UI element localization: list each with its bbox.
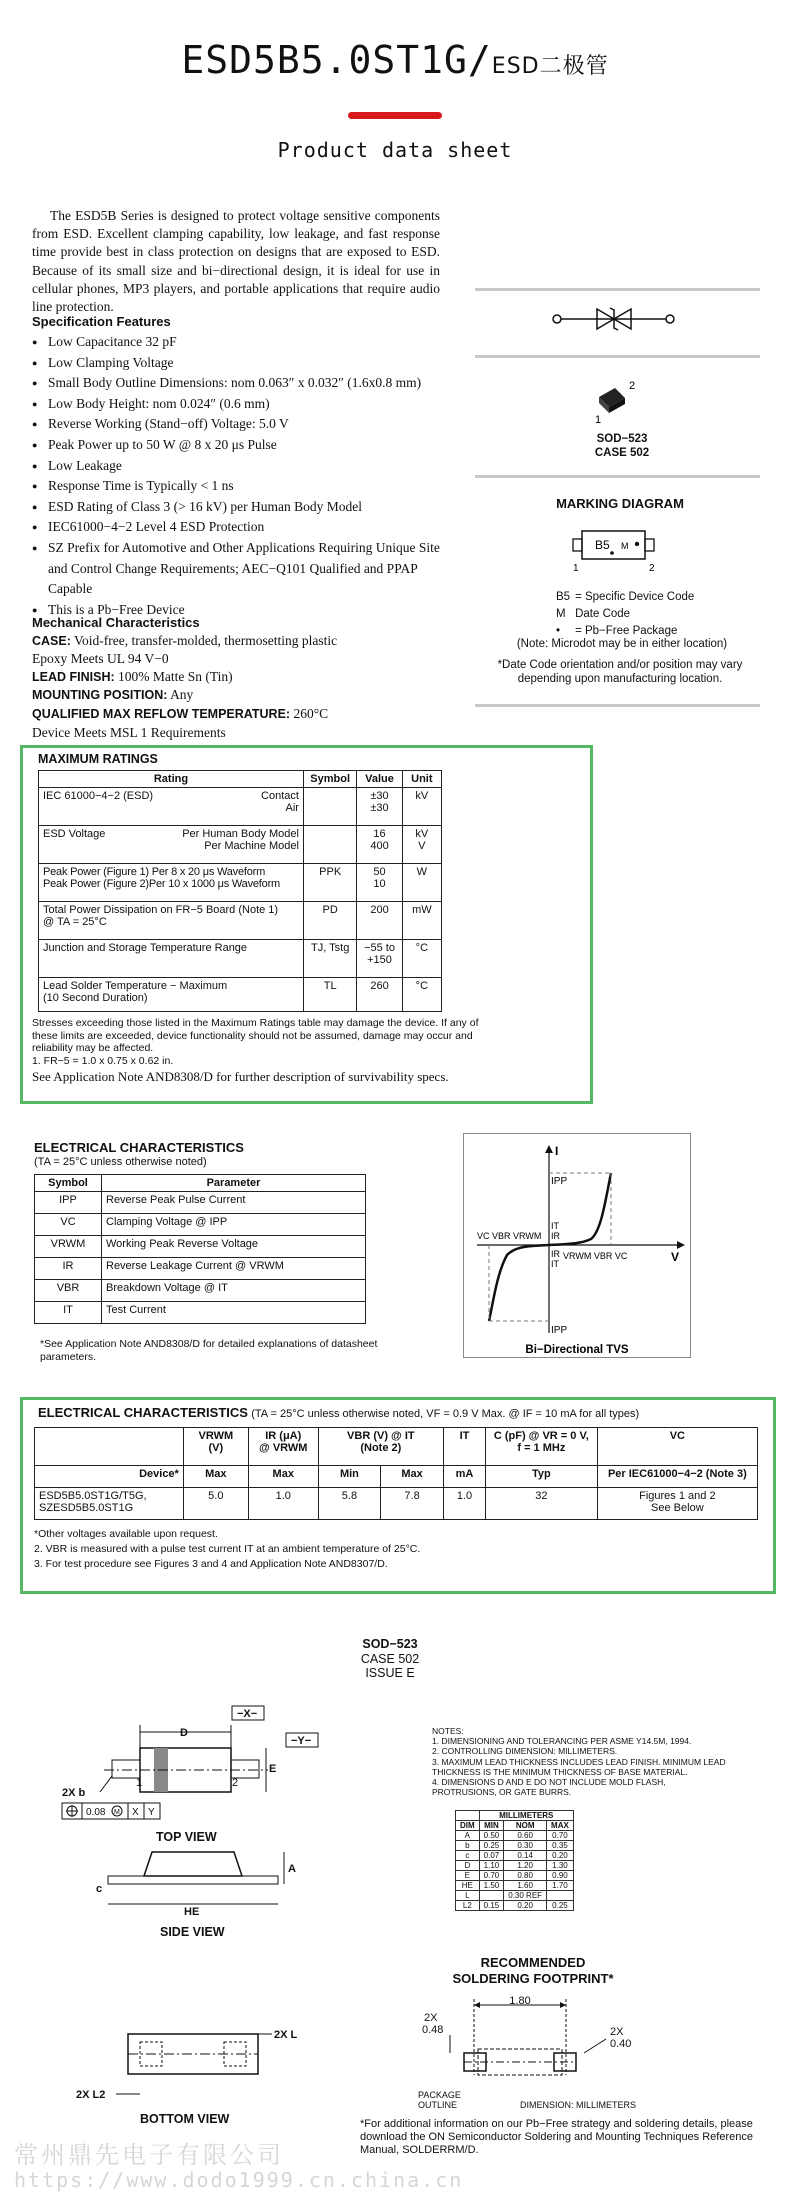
recommended-footprint-heading: RECOMMENDED SOLDERING FOOTPRINT*: [452, 1955, 614, 1986]
pin1-label: 1: [595, 414, 602, 426]
table-row: VC Clamping Voltage @ IPP: [35, 1214, 366, 1236]
max-ratings-heading: MAXIMUM RATINGS: [38, 752, 158, 766]
tol-y: Y: [148, 1807, 155, 1818]
page-subtitle: Product data sheet: [277, 138, 513, 162]
dim-e: E: [269, 1763, 277, 1775]
fp-height: 0.48: [422, 2024, 444, 2036]
fp-outline-label: PACKAGE OUTLINE: [418, 2090, 461, 2110]
mech-heading: Mechanical Characteristics: [32, 615, 200, 630]
feature-item: ● ESD Rating of Class 3 (> 16 kV) per Human Body Model: [32, 497, 452, 518]
dim-d: D: [180, 1727, 188, 1739]
max-ratings-table: Rating Symbol Value Unit IEC 61000−4−2 (ESD) Contact Air ±30 ±30 kV ESD Voltage Per Human Body Model Per Machine Model 16 400 kV V Peak Power (Figure 1) Per 8 x 20 μs Waveform Peak Power (Figure 2)Per 10 x 1000 μs Waveform PPK 50 10 W Total Power Dissipation on FR−5 Board (Note 1) @ TA = 25°C PD 200 mW Junction and Storage Temperature Range TJ, Tstg −55 to +150 °C Lead Solder Temperature − Maximum (10 Second Duration) TL 260 °C: [38, 770, 442, 1012]
elec-char-note: *See Application Note AND8308/D for detailed explanations of datasheet parameters.: [40, 1338, 378, 1363]
pb-free-footnote: *For additional information on our Pb−Free strategy and soldering details, please download the ON Semiconductor Soldering and Mounting Techniques Reference Manual, SOLDERRM/D.: [360, 2118, 753, 2156]
package-drawings: [56, 1700, 326, 2130]
spec-heading: Specification Features: [32, 314, 171, 329]
tvs-iv-curve: [463, 1133, 691, 1358]
fp-h-prefix: 2X: [424, 2012, 438, 2024]
table-row: L2 0.15 0.20 0.25: [456, 1901, 574, 1911]
divider: [475, 704, 760, 707]
feature-item: ● Response Time is Typically < 1 ns: [32, 476, 452, 497]
ipp-bottom-label: IPP: [551, 1325, 568, 1336]
feature-item: ● Low Leakage: [32, 456, 452, 477]
table-row: E 0.70 0.80 0.90: [456, 1871, 574, 1881]
divider: [475, 355, 760, 358]
max-ratings-app-note: See Application Note AND8308/D for further description of survivability specs.: [32, 1069, 449, 1084]
table-row: L 0.30 REF: [456, 1891, 574, 1901]
elec-char-2-heading: ELECTRICAL CHARACTERISTICS (TA = 25°C unless otherwise noted, VF = 0.9 V Max. @ IF = 10 mA for all types): [38, 1405, 640, 1420]
feature-item: ● Low Capacitance 32 pF: [32, 332, 452, 353]
fp-width: 1.80: [509, 1995, 531, 2007]
mechanical-section: [32, 614, 462, 741]
table-row: Total Power Dissipation on FR−5 Board (Note 1) @ TA = 25°C PD 200 mW: [39, 902, 442, 940]
table-row: A 0.50 0.60 0.70: [456, 1831, 574, 1841]
tvs-caption: Bi−Directional TVS: [525, 1344, 629, 1356]
intro-paragraph: The ESD5B Series is designed to protect voltage sensitive components from ESD. Excellent clamping capability, low leakage, and fast response time provide best in class protection on designs that are exposed to ESD. Because of its small size and bi−directional design, it is ideal for use in cellular phones, MP3 players, and portable applications that require audio line protection.: [32, 208, 440, 315]
table-row: VRWM Working Peak Reverse Voltage: [35, 1236, 366, 1258]
elec-char-heading: ELECTRICAL CHARACTERISTICS: [34, 1140, 244, 1155]
dim-b: 2X b: [62, 1787, 86, 1799]
left-voltage-labels: VC VBR VRWM: [477, 1231, 542, 1241]
part-suffix: ESD二极管: [491, 54, 609, 79]
pin2-label: 2: [649, 563, 655, 574]
table-row: IPP Reverse Peak Pulse Current: [35, 1192, 366, 1214]
dim-l2: 2X L2: [76, 2089, 106, 2101]
feature-item: ● SZ Prefix for Automotive and Other Applications Requiring Unique Site and Control Change Requirements; AEC−Q101 Qualified and PPAP Capable: [32, 538, 452, 600]
feature-item: ● Peak Power up to 50 W @ 8 x 20 μs Pulse: [32, 435, 452, 456]
pin2: 2: [232, 1777, 239, 1789]
marking-legend: B5 = Specific Device Code M Date Code • = Pb−Free Package: [556, 591, 695, 637]
datum-y: −Y−: [291, 1735, 312, 1747]
divider: [475, 475, 760, 478]
bottom-view-label: BOTTOM VIEW: [140, 2112, 230, 2126]
fp-pad: 0.40: [610, 2038, 632, 2050]
dim-c: c: [96, 1883, 103, 1895]
it-bottom-label: IT: [551, 1259, 559, 1269]
table-row: Peak Power (Figure 1) Per 8 x 20 μs Waveform Peak Power (Figure 2)Per 10 x 1000 μs Waveform PPK 50 10 W: [39, 864, 442, 902]
table-row: IT Test Current: [35, 1302, 366, 1324]
table-row: b 0.25 0.30 0.35: [456, 1841, 574, 1851]
feature-item: ● This is a Pb−Free Device: [32, 600, 452, 621]
marking-diagram: [565, 525, 675, 575]
watermark-url: https://www.dodo1999.cn.china.cn: [14, 2168, 464, 2192]
tol-x: X: [132, 1807, 139, 1818]
watermark-company: 常州鼎先电子有限公司: [14, 2141, 284, 2169]
table-row: IEC 61000−4−2 (ESD) Contact Air ±30 ±30 kV: [39, 788, 442, 826]
mech-case: CASE: Void-free, transfer-molded, thermosetting plastic: [32, 632, 338, 648]
table-row: HE 1.50 1.60 1.70: [456, 1881, 574, 1891]
tol-m: M: [114, 1809, 120, 1816]
divider: [475, 288, 760, 291]
pin2-label: 2: [629, 380, 636, 392]
dim-a: A: [288, 1863, 296, 1875]
pin1-label: 1: [573, 563, 579, 574]
mech-lead: LEAD FINISH: 100% Matte Sn (Tin): [32, 668, 233, 684]
table-row: Lead Solder Temperature − Maximum (10 Second Duration) TL 260 °C: [39, 978, 442, 1012]
v-axis-label: V: [671, 1250, 680, 1264]
date-code-note: *Date Code orientation and/or position may vary depending upon manufacturing location.: [497, 659, 743, 685]
tol-value: 0.08: [86, 1807, 106, 1818]
ipp-top-label: IPP: [551, 1176, 568, 1187]
title-accent-bar: [348, 112, 442, 119]
elec-char-2-table: VRWM (V) IR (μA) @ VRWM VBR (V) @ IT (Note 2) IT C (pF) @ VR = 0 V, f = 1 MHz VC Device* Max Max Min Max mA Typ Per IEC61000−4−2 (Note 3) ESD5B5.0ST1G/T5G, SZESD5B5.0ST1G 5.0 1.0 5.8 7.8 1.0 32 Figures 1 and 2 See Below: [34, 1427, 758, 1520]
dimension-table: MILLIMETERS DIM MIN NOM MAX A 0.50 0.60 0.70 b 0.25 0.30 0.35 c 0.07 0.14 0.20 D 1.10 1.20 1.30 E 0.70 0.80 0.90 HE 1.50 1.60 1.70 L 0.30 REF L2 0.15 0.20 0.25: [455, 1810, 574, 1911]
it-top-label: IT: [551, 1221, 559, 1231]
mark-m: M: [621, 541, 629, 551]
datum-x: −X−: [237, 1708, 258, 1720]
right-voltage-labels: VRWM VBR VC: [563, 1251, 628, 1261]
package-label: SOD−523 CASE 502: [594, 433, 650, 459]
mech-mount: MOUNTING POSITION: Any: [32, 687, 194, 703]
max-ratings-notes: Stresses exceeding those listed in the Maximum Ratings table may damage the device. If any of these limits are exceeded, device functionality should not be assumed, damage may occur and reliability may be affected. 1. FR−5 = 1.0 x 0.75 x 0.62 in.: [32, 1017, 479, 1067]
table-row: Junction and Storage Temperature Range TJ, Tstg −55 to +150 °C: [39, 940, 442, 978]
sod523-package-icon: [585, 375, 645, 430]
elec-char-2-notes: *Other voltages available upon request. 2. VBR is measured with a pulse test current IT at an ambient temperature of 25°C. 3. For test procedure see Figures 3 and 4 and Application Note AND8307/D.: [34, 1528, 421, 1570]
microdot-note: (Note: Microdot may be in either location): [516, 638, 728, 650]
marking-heading: MARKING DIAGRAM: [556, 496, 684, 511]
mark-code: B5: [595, 538, 610, 552]
dim-he: HE: [184, 1906, 200, 1918]
mech-msl: Device Meets MSL 1 Requirements: [32, 724, 226, 740]
feature-item: ● Low Body Height: nom 0.024″ (0.6 mm): [32, 394, 452, 415]
table-row: VBR Breakdown Voltage @ IT: [35, 1280, 366, 1302]
top-view-label: TOP VIEW: [156, 1830, 217, 1844]
feature-item: ● IEC61000−4−2 Level 4 ESD Protection: [32, 517, 452, 538]
pin1: 1: [136, 1777, 143, 1789]
diode-symbol-icon: [535, 302, 705, 336]
page-title: [0, 38, 790, 82]
feature-item: ● Small Body Outline Dimensions: nom 0.063″ x 0.032″ (1.6x0.8 mm): [32, 373, 452, 394]
feature-item: ● Low Clamping Voltage: [32, 353, 452, 374]
package-notes: NOTES: 1. DIMENSIONING AND TOLERANCING PER ASME Y14.5M, 1994. 2. CONTROLLING DIMENSION: MILLIMETERS. 3. MAXIMUM LEAD THICKNESS INCLUDES LEAD FINISH. MINIMUM LEAD THICKNESS IS THE MINIMUM THICKNESS OF BASE MATERIAL. 4. DIMENSIONS D AND E DO NOT INCLUDE MOLD FLASH, PROTRUSIONS, OR GATE BURRS.: [432, 1726, 726, 1798]
parameter-table: Symbol Parameter IPP Reverse Peak Pulse Current VC Clamping Voltage @ IPP VRWM Working Peak Reverse Voltage IR Reverse Leakage Current @ VRWM VBR Breakdown Voltage @ IT IT Test Current: [34, 1174, 366, 1324]
mech-epoxy: Epoxy Meets UL 94 V−0: [32, 651, 169, 667]
feature-item: ● Reverse Working (Stand−off) Voltage: 5.0 V: [32, 414, 452, 435]
i-axis-label: I: [555, 1144, 559, 1158]
feature-list: [32, 332, 452, 620]
side-view-label: SIDE VIEW: [160, 1925, 225, 1939]
ir-bottom-label: IR: [551, 1249, 560, 1259]
fp-p-prefix: 2X: [610, 2026, 624, 2038]
mech-reflow: QUALIFIED MAX REFLOW TEMPERATURE: 260°C: [32, 705, 329, 721]
ir-top-label: IR: [551, 1231, 560, 1241]
table-row: ESD5B5.0ST1G/T5G, SZESD5B5.0ST1G 5.0 1.0 5.8 7.8 1.0 32 Figures 1 and 2 See Below: [35, 1488, 758, 1520]
elec-char-condition: (TA = 25°C unless otherwise noted): [34, 1156, 207, 1168]
table-row: IR Reverse Leakage Current @ VRWM: [35, 1258, 366, 1280]
package-heading: SOD−523 CASE 502 ISSUE E: [360, 1637, 420, 1680]
table-row: D 1.10 1.20 1.30: [456, 1861, 574, 1871]
table-row: c 0.07 0.14 0.20: [456, 1851, 574, 1861]
part-number: ESD5B5.0ST1G/: [181, 38, 492, 82]
fp-dimension-label: DIMENSION: MILLIMETERS: [520, 2100, 637, 2110]
table-row: ESD Voltage Per Human Body Model Per Machine Model 16 400 kV V: [39, 826, 442, 864]
dim-l: 2X L: [274, 2029, 298, 2041]
